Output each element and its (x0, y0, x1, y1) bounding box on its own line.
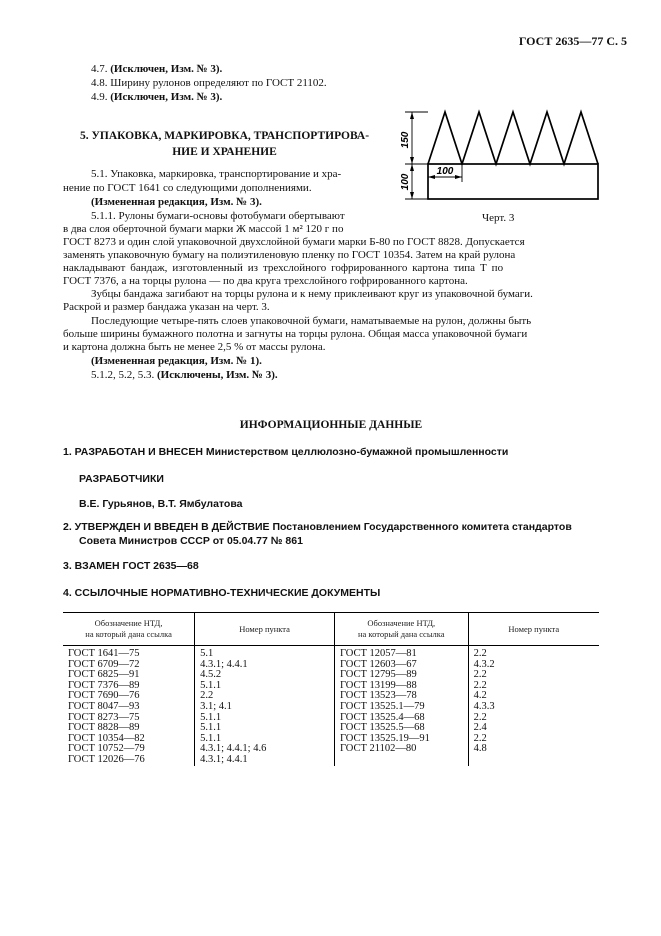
ref-doc-left: ГОСТ 8828—89 (63, 723, 195, 734)
dim-label-150: 150 (400, 131, 411, 149)
ref-item-right: 4.3.2 (473, 658, 495, 670)
ref-doc-right: ГОСТ 12057—81 (334, 646, 468, 660)
para-zubcy-line1: Зубцы бандажа загибают на торцы рулона и к нему приклеивают круг из упаковочной бумаги. (91, 288, 533, 300)
para-5-1-1-line2: в два слоя оберточной бумаги марки Ж массой 1 м² 120 г по (63, 223, 344, 235)
section-5-heading-line1: 5. УПАКОВКА, МАРКИРОВКА, ТРАНСПОРТИРОВА- (79, 130, 370, 142)
header-ntd-left: Обозначение НТД, на который дана ссылка (63, 613, 195, 646)
ref-item-right: 4.2 (473, 690, 487, 702)
section-5-heading-line2: НИЕ И ХРАНЕНИЕ (172, 146, 277, 158)
ref-item-left: 5.1.1 (195, 681, 335, 692)
ref-doc-right (334, 755, 468, 766)
ref-item-right: 4.8 (473, 743, 487, 755)
dim-label-100-horizontal: 100 (436, 166, 454, 177)
table-row (63, 670, 599, 681)
para-last-note: (Измененная редакция, Изм. № 1). (91, 355, 262, 367)
para-5-1-1-line5: накладывают бандаж, изготовленный из трехслойного гофрированного картона типа Т по (63, 262, 504, 274)
ref-item-right: 2.4 (473, 722, 487, 734)
ref-doc-right: ГОСТ 12795—89 (334, 670, 468, 681)
header-ntd-right: Обозначение НТД, на который дана ссылка (334, 613, 468, 646)
ref-item-left: 2.2 (195, 691, 335, 702)
bandage-teeth (428, 112, 598, 164)
ref-doc-right: ГОСТ 13525.5—68 (334, 723, 468, 734)
para-5-1-2 (91, 369, 278, 383)
table-row (63, 702, 599, 713)
ref-doc-right: ГОСТ 12603—67 (334, 660, 468, 671)
ref-item-right (468, 755, 599, 766)
table-row (63, 755, 599, 766)
ref-item-left: 5.1.1 (195, 713, 335, 724)
header-item-left: Номер пункта (195, 613, 335, 646)
para-5-1-line1: 5.1. Упаковка, маркировка, транспортирование и хра- (91, 168, 342, 180)
info-item-3: 3. ВЗАМЕН ГОСТ 2635—68 (63, 560, 199, 572)
info-item-4: 4. ССЫЛОЧНЫЕ НОРМАТИВНО-ТЕХНИЧЕСКИЕ ДОКУМЕНТЫ (63, 587, 381, 599)
para-last-line2: больше ширины бумажного полотна и загнуты на торцы рулона. Общая масса упаковочной бумаги (63, 328, 528, 340)
ref-item-left: 4.5.2 (195, 670, 335, 681)
ref-doc-right: ГОСТ 13525.1—79 (334, 702, 468, 713)
developers-names: В.Е. Гурьянов, В.Т. Ямбулатова (79, 498, 243, 510)
header-item-right: Номер пункта (468, 613, 599, 646)
reference-table-header (63, 613, 599, 646)
dim-label-100-vertical: 100 (400, 173, 411, 191)
page-header: ГОСТ 2635—77 С. 5 (518, 34, 627, 48)
reference-table-body (63, 646, 599, 766)
figure-caption: Черт. 3 (482, 212, 515, 224)
table-row (63, 713, 599, 724)
info-item-2-label: 2. УТВЕРЖДЕН И ВВЕДЕН В ДЕЙСТВИЕ (63, 521, 270, 533)
info-item-1-label: 1. РАЗРАБОТАН И ВНЕСЕН (63, 446, 203, 458)
table-row (63, 681, 599, 692)
table-row (63, 691, 599, 702)
reference-table (63, 612, 599, 766)
ref-doc-right: ГОСТ 13199—88 (334, 681, 468, 692)
para-zubcy-line2: Раскрой и размер бандажа указан на черт. 3. (63, 301, 270, 313)
ref-item-left: 4.3.1; 4.4.1 (195, 755, 335, 766)
ref-doc-left: ГОСТ 8273—75 (63, 713, 195, 724)
para-5-1-1-line6: ГОСТ 7376, а на торцы рулона — по два круга трехслойного гофрированного картона. (63, 275, 468, 287)
para-5-1-line2: нение по ГОСТ 1641 со следующими дополнениями. (63, 182, 312, 194)
para-5-1-2-text: (Исключены, Изм. № 3). (157, 369, 278, 381)
para-5-1-1-line4: заменять упаковочную бумагу на полиэтиленовую пленку по ГОСТ 10354. Затем на край рулона (63, 249, 516, 261)
ref-doc-right: ГОСТ 13525.19—91 (334, 734, 468, 745)
table-row (63, 646, 599, 660)
info-title: ИНФОРМАЦИОННЫЕ ДАННЫЕ (239, 419, 423, 431)
developers-label: РАЗРАБОТЧИКИ (79, 473, 164, 485)
para-4-8: 4.8. Ширину рулонов определяют по ГОСТ 21102. (91, 77, 327, 89)
ref-doc-left: ГОСТ 12026—76 (63, 755, 195, 766)
ref-item-left: 5.1.1 (195, 723, 335, 734)
para-4-9-num: 4.9. (91, 91, 108, 103)
ref-doc-right: ГОСТ 13523—78 (334, 691, 468, 702)
info-item-1 (63, 446, 508, 458)
ref-item-left: 4.3.1; 4.4.1 (195, 660, 335, 671)
ref-doc-left: ГОСТ 7376—89 (63, 681, 195, 692)
para-4-7 (91, 63, 222, 77)
ref-doc-left: ГОСТ 8047—93 (63, 702, 195, 713)
ref-item-left: 3.1; 4.1 (195, 702, 335, 713)
ref-doc-left: ГОСТ 6709—72 (63, 660, 195, 671)
para-4-7-text: (Исключен, Изм. № 3). (110, 63, 223, 75)
ref-doc-right: ГОСТ 21102—80 (334, 744, 468, 755)
ref-doc-right: ГОСТ 13525.4—68 (334, 713, 468, 724)
table-row (63, 660, 599, 671)
para-last-line3: и картона должна быть не менее 2,5 % от массы рулона. (63, 341, 326, 353)
ref-item-right: 2.2 (473, 648, 487, 659)
para-4-9-text: (Исключен, Изм. № 3). (110, 91, 223, 103)
ref-item-left: 4.3.1; 4.4.1; 4.6 (195, 744, 335, 755)
para-5-1-1-line3: ГОСТ 8273 и один слой упаковочной двухслойной бумаги марки Б-80 по ГОСТ 8828. Допускается (63, 236, 525, 248)
ref-item-right: 2.2 (473, 732, 487, 744)
dim-arrows (410, 112, 462, 199)
bandage-rectangle (428, 164, 598, 199)
ref-doc-left: ГОСТ 10752—79 (63, 744, 195, 755)
ref-item-left: 5.1.1 (195, 734, 335, 745)
ref-doc-left: ГОСТ 6825—91 (63, 670, 195, 681)
ref-item-right: 4.3.3 (473, 700, 495, 712)
info-item-1-text: Министерством целлюлозно-бумажной промышленности (205, 446, 509, 458)
para-4-9 (91, 91, 222, 105)
info-item-2 (63, 521, 572, 533)
info-item-2-text-line1: Постановлением Государственного комитета стандартов (272, 521, 572, 533)
ref-item-right: 2.2 (473, 669, 487, 681)
ref-item-right: 2.2 (473, 711, 487, 723)
para-4-7-num: 4.7. (91, 63, 108, 75)
para-5-1-1-line1: 5.1.1. Рулоны бумаги-основы фотобумаги обертывают (91, 210, 345, 222)
para-5-1-2-num: 5.1.2, 5.2, 5.3. (91, 369, 155, 381)
info-item-2-text-line2: Совета Министров СССР от 05.04.77 № 861 (79, 535, 303, 547)
ref-doc-left: ГОСТ 1641—75 (63, 646, 195, 660)
ref-doc-left: ГОСТ 7690—76 (63, 691, 195, 702)
para-last-line1: Последующие четыре-пять слоев упаковочной бумаги, наматываемые на рулон, должны быть (91, 315, 532, 327)
bandage-drawing (388, 106, 610, 208)
ref-item-right: 2.2 (473, 679, 487, 691)
ref-doc-left: ГОСТ 10354—82 (63, 734, 195, 745)
ref-item-left: 5.1 (195, 646, 335, 660)
para-5-1-note: (Измененная редакция, Изм. № 3). (91, 196, 262, 208)
